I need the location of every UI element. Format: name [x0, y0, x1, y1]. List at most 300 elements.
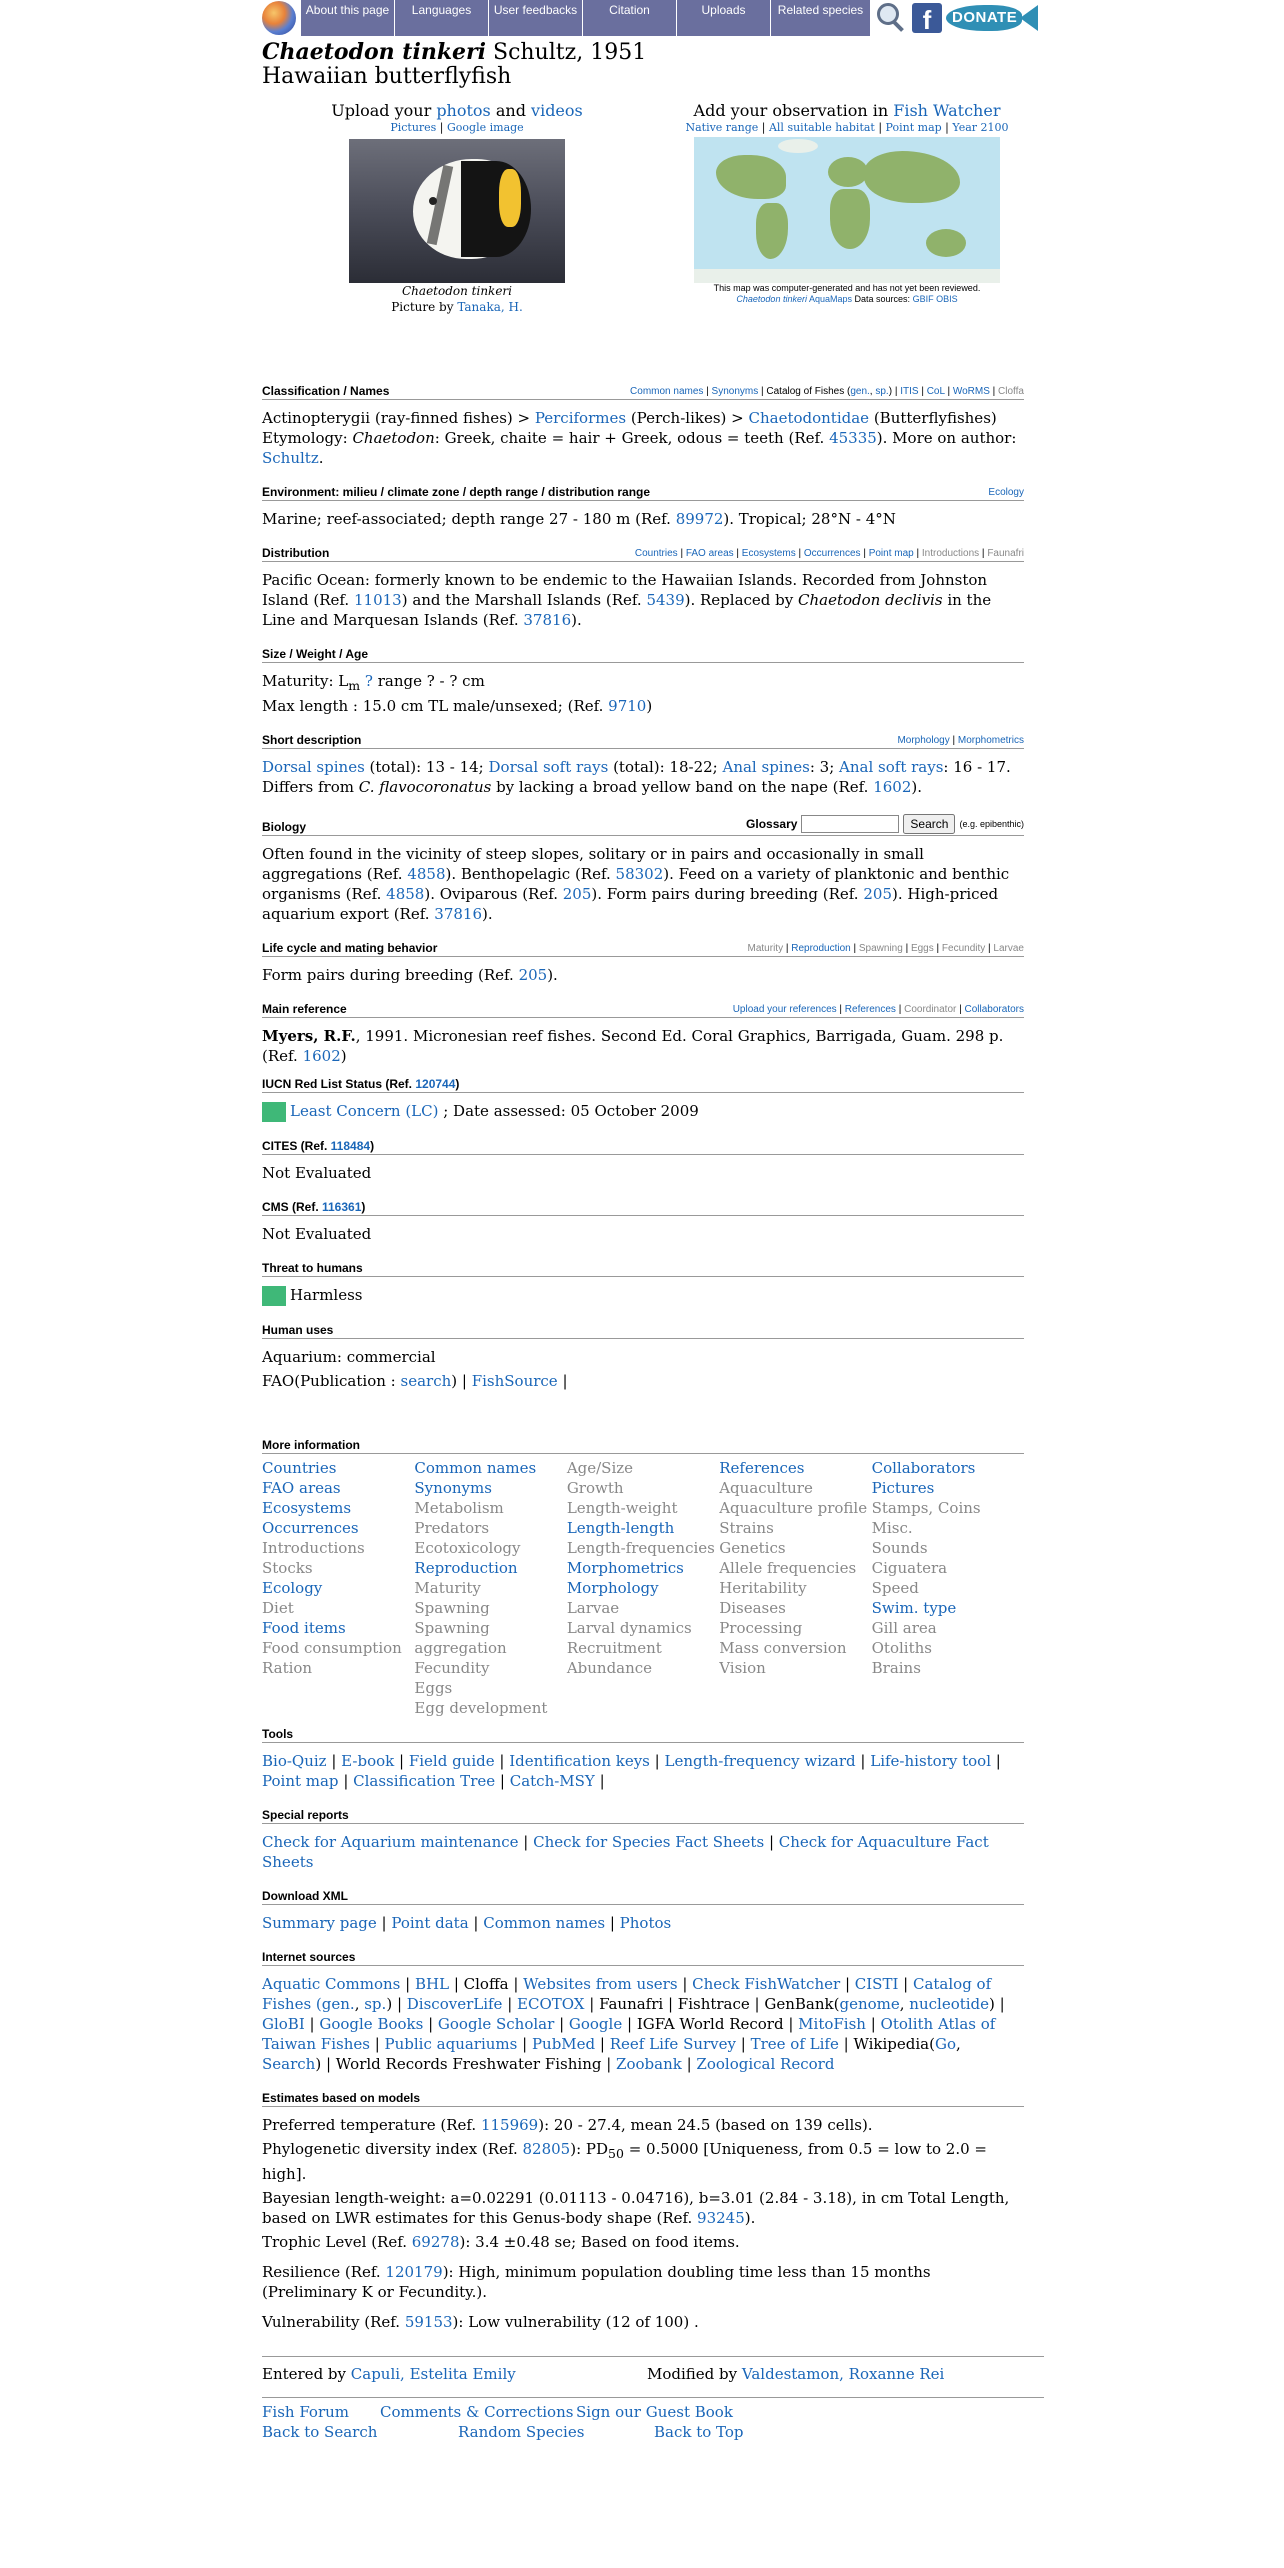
download-xml-section — [262, 1888, 1024, 1933]
upload-prefix: Upload your — [331, 101, 437, 120]
more-info-link-length-length[interactable]: Length-length — [566, 1519, 675, 1537]
lc-spawning-link: Spawning — [858, 943, 903, 954]
more-info-link-otoliths: Otoliths — [871, 1639, 932, 1657]
bio-ref3[interactable]: 4858 — [386, 885, 425, 903]
iucn-title — [262, 1077, 459, 1091]
worms-link[interactable]: WoRMS — [952, 386, 990, 397]
random-species-link[interactable]: Random Species — [458, 2423, 585, 2441]
temp-a: Preferred temperature (Ref. — [262, 2116, 481, 2134]
more-info-link-morphology[interactable]: Morphology — [566, 1579, 659, 1597]
nav-user-feedbacks[interactable]: User feedbacks — [488, 0, 582, 36]
more-info-link-fao-areas[interactable]: FAO areas — [262, 1479, 341, 1497]
more-info-link-ecosystems[interactable]: Ecosystems — [262, 1499, 352, 1517]
more-info-link-reproduction[interactable]: Reproduction — [414, 1559, 518, 1577]
size-title: Size / Weight / Age — [262, 647, 369, 661]
distribution-section: Distribution Countries | FAO areas | Ecosystems | Occurrences | Point map | Introductions | Faunafri Pacific Ocean: formerly known to be endemic to the Hawaiian Islands. Recorded from Johnston Island (Ref. 11013) and the Marshall Islands (Ref. 5439). Replaced by Chaetodon declivis in the Line and Marquesan Islands (Ref. 37816). — [262, 546, 1024, 629]
fish-watcher-link[interactable]: Fish Watcher — [893, 101, 1001, 120]
env-text-b: ). Tropical; 28°N - 4°N — [723, 510, 896, 528]
cites-section — [262, 1138, 1024, 1183]
author-link[interactable]: Schultz — [262, 449, 319, 467]
harmless-icon — [262, 1286, 286, 1306]
xml-common-names[interactable]: Common names — [483, 1914, 606, 1932]
internet-source-igfa-world-record: IGFA World Record — [636, 2015, 784, 2033]
fishsource-link[interactable]: FishSource — [471, 1372, 558, 1390]
download-xml-title: Download XML — [262, 1889, 348, 1903]
back-to-search-link[interactable]: Back to Search — [262, 2423, 378, 2441]
sd-c: : 3; — [809, 758, 840, 776]
bio-g: ). — [482, 905, 493, 923]
cms-title-text: CMS (Ref. — [262, 1200, 322, 1214]
etym-text: : Greek, chaite = hair + Greek, odous = teeth (Ref. — [434, 429, 830, 447]
more-info-link-food-items[interactable]: Food items — [262, 1619, 346, 1637]
ref-text: , 1991. Micronesian reef fishes. Second Ed. Coral Graphics, Barrigada, Guam. 298 p. (Ref. — [262, 1027, 1004, 1065]
blw-a: Bayesian length-weight: a=0.02291 (0.01113 - 0.04716), b=3.01 (2.84 - 3.18), in cm Total Length, based on LWR estimates for this Genus-body shape (Ref. — [262, 2189, 1010, 2227]
pictures-link[interactable]: Pictures — [390, 121, 437, 134]
lc-maturity-link: Maturity — [747, 943, 784, 954]
internet-source-reef-life-survey[interactable]: Reef Life Survey — [609, 2035, 737, 2053]
bio-a: Often found in the vicinity of steep slopes, solitary or in pairs and occasionally in small aggregations (Ref. — [262, 845, 924, 883]
bio-ref1[interactable]: 4858 — [407, 865, 446, 883]
cites-title — [262, 1139, 374, 1153]
threat-title: Threat to humans — [262, 1261, 363, 1275]
more-info-link-larval-dynamics: Larval dynamics — [566, 1619, 692, 1637]
donate-label: DONATE — [952, 9, 1018, 26]
short-description-body — [262, 757, 1024, 797]
bio-f: ). High-priced aquarium export (Ref. — [262, 885, 999, 923]
ref-author: Myers, R.F. — [262, 1027, 356, 1045]
fao-areas-link[interactable]: FAO areas — [685, 548, 734, 559]
res-b: ): High, minimum population doubling time less than 15 months (Preliminary K or Fecundity.). — [262, 2263, 931, 2301]
internet-source-check-fishwatcher[interactable]: Check FishWatcher — [692, 1975, 841, 1993]
upload-references-link[interactable]: Upload your references — [732, 1004, 837, 1015]
etym-label: Etymology: — [262, 429, 353, 447]
nav-about[interactable]: About this page — [300, 0, 394, 36]
more-info-link-diet: Diet — [262, 1599, 294, 1617]
sd-species: C. flavocoronatus — [358, 778, 492, 796]
gbif-obis-link[interactable]: GBIF OBIS — [912, 294, 958, 304]
tool-classification-tree[interactable]: Classification Tree — [353, 1772, 496, 1790]
back-to-top-link[interactable]: Back to Top — [654, 2423, 744, 2441]
more-info-link-synonyms[interactable]: Synonyms — [414, 1479, 492, 1497]
cof-gen-link[interactable]: gen. — [850, 386, 870, 397]
internet-source-genome[interactable]: genome — [839, 1995, 900, 2013]
species-photo[interactable] — [349, 139, 565, 283]
vul-b: ): Low vulnerability (12 of 100) . — [452, 2313, 699, 2331]
photo-caption: Chaetodon tinkeri — [402, 284, 512, 298]
special-reports-section — [262, 1807, 1024, 1872]
short-description-section: Short description Morphology | Morphometrics Dorsal spines (total): 13 - 14; Dorsal soft rays (total): 18-22; Anal spines: 3; Anal soft rays: 16 - 17. Differs from C. flavocoronatus by lacking a broad yellow band on the nape (Ref. 1602). — [262, 733, 1024, 796]
internet-source-google-books[interactable]: Google Books — [319, 2015, 424, 2033]
tools-links: Bio-Quiz | E-book | Field guide | Identification keys | Length-frequency wizard | Life-history tool | Point map | Classification Tree | Catch-MSY | — [262, 1752, 1001, 1790]
internet-source-globi[interactable]: GloBI — [262, 2015, 305, 2033]
vul-a: Vulnerability (Ref. — [262, 2313, 405, 2331]
blw-ref[interactable]: 93245 — [697, 2209, 745, 2227]
dist-ref2[interactable]: 5439 — [646, 591, 685, 609]
internet-source-aquatic-commons[interactable]: Aquatic Commons — [262, 1975, 401, 1993]
synonyms-link[interactable]: Synonyms — [711, 386, 759, 397]
tool-identification-keys[interactable]: Identification keys — [509, 1752, 650, 1770]
photographer-link[interactable]: Tanaka, H. — [457, 300, 523, 314]
lc-a: Form pairs during breeding (Ref. — [262, 966, 519, 984]
internet-source-cisti[interactable]: CISTI — [854, 1975, 899, 1993]
fishbase-logo-icon[interactable] — [262, 1, 296, 35]
upload-and: and — [490, 101, 532, 120]
collaborators-link[interactable]: Collaborators — [964, 1004, 1024, 1015]
lc-larvae-link: Larvae — [993, 943, 1024, 954]
internet-source-ecotox[interactable]: ECOTOX — [517, 1995, 585, 2013]
more-info-link-diseases: Diseases — [719, 1599, 786, 1617]
comments-link[interactable]: Comments & Corrections — [380, 2403, 574, 2421]
max-length-ref[interactable]: 9710 — [608, 697, 647, 715]
more-info-link-predators: Predators — [414, 1519, 490, 1537]
morphology-link[interactable]: Morphology — [897, 735, 950, 746]
more-info-link-common-names[interactable]: Common names — [414, 1459, 537, 1477]
class-text-a: Actinopterygii (ray-finned fishes) > — [262, 409, 535, 427]
sd-a: (total): 13 - 14; — [364, 758, 489, 776]
cof-sp-link[interactable]: sp. — [875, 386, 889, 397]
internet-source-nucleotide[interactable]: nucleotide — [909, 1995, 990, 2013]
internet-source-fishtrace: Fishtrace — [677, 1995, 750, 2013]
more-info-link-abundance: Abundance — [566, 1659, 653, 1677]
dist-ref1[interactable]: 11013 — [353, 591, 402, 609]
tool-field-guide[interactable]: Field guide — [408, 1752, 495, 1770]
cites-title-end: ) — [370, 1139, 375, 1153]
max-length-text: Max length : 15.0 cm TL male/unsexed; (Ref. — [262, 697, 609, 715]
more-info-link-mass-conversion: Mass conversion — [719, 1639, 847, 1657]
special-reports-title: Special reports — [262, 1808, 349, 1822]
cms-section — [262, 1199, 1024, 1244]
glossary-input[interactable] — [801, 815, 899, 833]
maturity-sub: m — [348, 678, 361, 693]
blw-b: ). — [744, 2209, 756, 2227]
biology-body — [262, 844, 1024, 924]
internet-source-genbank: GenBank( — [764, 1995, 840, 2013]
tool-catch-msy[interactable]: Catch-MSY — [509, 1772, 595, 1790]
references-link[interactable]: References — [844, 1004, 896, 1015]
classification-body — [262, 408, 1024, 468]
internet-source-zoological-record[interactable]: Zoological Record — [696, 2055, 835, 2073]
main-ref-link[interactable]: 1602 — [302, 1047, 341, 1065]
tools-section — [262, 1726, 1024, 1791]
lc-b: ). — [547, 966, 558, 984]
morphometrics-link[interactable]: Morphometrics — [957, 735, 1024, 746]
internet-source-zoobank[interactable]: Zoobank — [616, 2055, 682, 2073]
internet-source-mitofish[interactable]: MitoFish — [798, 2015, 866, 2033]
sd-e: by lacking a broad yellow band on the nape (Ref. — [491, 778, 874, 796]
temp-ref[interactable]: 115969 — [480, 2116, 539, 2134]
tl-ref[interactable]: 69278 — [411, 2233, 460, 2251]
estimates-section — [262, 2090, 1024, 2332]
bio-ref5[interactable]: 205 — [863, 885, 892, 903]
iucn-body — [262, 1101, 1024, 1122]
temp-b: ): 20 - 27.4, mean 24.5 (based on 139 cells). — [538, 2116, 873, 2134]
bio-ref4[interactable]: 205 — [562, 885, 592, 903]
more-info-link-ecology[interactable]: Ecology — [262, 1579, 323, 1597]
countries-link[interactable]: Countries — [634, 548, 678, 559]
tool-point-map[interactable]: Point map — [262, 1772, 339, 1790]
pd-ref[interactable]: 82805 — [522, 2140, 571, 2158]
maturity-range: range ? - ? cm — [372, 672, 485, 690]
ecosystems-link[interactable]: Ecosystems — [741, 548, 796, 559]
nav-related-species[interactable]: Related species — [770, 0, 870, 36]
distribution-body — [262, 570, 1024, 630]
more-info-link-occurrences[interactable]: Occurrences — [262, 1519, 359, 1537]
cms-title-end: ) — [361, 1200, 366, 1214]
xml-summary-page[interactable]: Summary page — [262, 1914, 377, 1932]
donate-button[interactable] — [946, 3, 1038, 33]
glossary-search-button[interactable]: Search — [903, 814, 955, 834]
internet-source-sep: ) — [989, 1995, 995, 2013]
internet-source-tree-of-life[interactable]: Tree of Life — [750, 2035, 839, 2053]
cms-title — [262, 1200, 365, 1214]
more-info-link-ecotoxicology: Ecotoxicology — [414, 1539, 521, 1557]
col-link[interactable]: CoL — [926, 386, 945, 397]
tool-e-book[interactable]: E-book — [341, 1752, 395, 1770]
dist-ref3[interactable]: 37816 — [523, 611, 572, 629]
data-sources-label: Data sources: — [854, 294, 911, 304]
internet-source-public-aquariums[interactable]: Public aquariums — [384, 2035, 518, 2053]
bio-d: ). Oviparous (Ref. — [424, 885, 563, 903]
cms-status: Not Evaluated — [262, 1225, 372, 1243]
species-title — [262, 40, 1044, 89]
more-info-link-vision: Vision — [719, 1659, 766, 1677]
xml-point-data[interactable]: Point data — [391, 1914, 469, 1932]
chaetodontidae-link[interactable]: Chaetodontidae — [748, 409, 870, 427]
species-common-name: Hawaiian butterflyfish — [262, 64, 512, 89]
bottom-links — [262, 2397, 1044, 2442]
internet-source-go[interactable]: Go — [934, 2035, 956, 2053]
search-icon[interactable] — [874, 0, 908, 34]
more-info-title: More information — [262, 1438, 360, 1452]
distribution-map[interactable] — [694, 137, 1000, 283]
internet-sources-title: Internet sources — [262, 1950, 356, 1964]
env-ref-link[interactable]: 89972 — [675, 510, 724, 528]
occurrences-link[interactable]: Occurrences — [803, 548, 861, 559]
ecology-link[interactable]: Ecology — [988, 487, 1024, 498]
internet-source-sep: , — [354, 1995, 365, 2013]
aquamaps-link[interactable]: AquaMaps — [808, 294, 852, 304]
classification-title: Classification / Names — [262, 384, 390, 398]
internet-source-google[interactable]: Google — [568, 2015, 623, 2033]
more-info-link-aquaculture: Aquaculture — [719, 1479, 813, 1497]
internet-sources-links: Aquatic Commons | BHL | Cloffa | Websites from users | Check FishWatcher | CISTI | Catalog of Fishes (gen., sp.) | DiscoverLife | ECOTOX | Faunafri | Fishtrace | GenBank(genome, nucleotide) | GloBI | Google Books | Google Scholar | Google | IGFA World Record | MitoFish | Otolith Atlas of Taiwan Fishes | Public aquariums | PubMed | Reef Life Survey | Tree of Life | Wikipedia(Go, Search) | World Records Freshwater Fishing | Zoobank | Zoological Record — [262, 1975, 1005, 2073]
anal-spines-link[interactable]: Anal spines — [722, 758, 810, 776]
lc-eggs-link: Eggs — [910, 943, 934, 954]
upload-heading — [262, 101, 652, 121]
tool-bio-quiz[interactable]: Bio-Quiz — [262, 1752, 327, 1770]
biology-title: Biology — [262, 820, 306, 834]
etym-end: . — [318, 449, 324, 467]
class-text-c: (Butterflyfishes) — [869, 409, 997, 427]
vul-ref[interactable]: 59153 — [404, 2313, 453, 2331]
more-info-link-countries[interactable]: Countries — [262, 1459, 337, 1477]
maturity-help-link[interactable]: ? — [364, 672, 373, 690]
more-info-column — [567, 1458, 719, 1718]
suitable-habitat-link[interactable]: All suitable habitat — [768, 121, 875, 134]
native-range-link[interactable]: Native range — [685, 121, 759, 134]
nav-languages[interactable]: Languages — [394, 0, 488, 36]
nav-citation[interactable]: Citation — [582, 0, 676, 36]
fao-search-link[interactable]: search — [400, 1372, 452, 1390]
special-reports-links: Check for Aquarium maintenance | Check for Species Fact Sheets | Check for Aquaculture Fact Sheets — [262, 1833, 989, 1871]
internet-source-otolith-atlas-of-taiwan-fishes[interactable]: Otolith Atlas of Taiwan Fishes — [262, 2015, 996, 2053]
internet-source-gen[interactable]: gen. — [321, 1995, 355, 2013]
dist-d: in the Line and Marquesan Islands (Ref. — [262, 591, 992, 629]
internet-source-websites-from-users[interactable]: Websites from users — [523, 1975, 678, 1993]
internet-source-pubmed[interactable]: PubMed — [531, 2035, 596, 2053]
facebook-icon[interactable]: f — [912, 3, 942, 33]
dorsal-soft-rays-link[interactable]: Dorsal soft rays — [488, 758, 609, 776]
internet-source-sp[interactable]: sp. — [364, 1995, 387, 2013]
more-info-column — [719, 1458, 871, 1718]
modified-label: Modified by — [647, 2365, 742, 2383]
size-body — [262, 671, 1024, 716]
observation-heading — [652, 101, 1042, 121]
etym-ref-link[interactable]: 45335 — [829, 429, 877, 447]
perciformes-link[interactable]: Perciformes — [534, 409, 627, 427]
guestbook-link[interactable]: Sign our Guest Book — [576, 2403, 733, 2421]
human-uses-title: Human uses — [262, 1323, 334, 1337]
environment-section — [262, 484, 1024, 529]
biology-section — [262, 813, 1024, 924]
more-info-link-food-consumption: Food consumption — [262, 1639, 402, 1657]
point-map-link[interactable]: Point map — [885, 121, 942, 134]
more-info-link-brains: Brains — [871, 1659, 921, 1677]
dist-species: Chaetodon declivis — [798, 591, 943, 609]
tool-life-history-tool[interactable]: Life-history tool — [870, 1752, 992, 1770]
pd-sub: 50 — [608, 2146, 624, 2161]
maturity-label: Maturity: L — [262, 672, 349, 690]
species-author: Schultz, 1951 — [493, 40, 647, 65]
cloffa-link: Cloffa — [998, 386, 1024, 397]
tools-title: Tools — [262, 1727, 294, 1741]
videos-link[interactable]: videos — [531, 101, 583, 120]
photos-link[interactable]: photos — [436, 101, 491, 120]
main-reference-title: Main reference — [262, 1002, 347, 1016]
dist-point-map-link[interactable]: Point map — [868, 548, 914, 559]
fao-sep: ) | — [451, 1372, 472, 1390]
report-check-for-aquaculture-fact-sheets[interactable]: Check for Aquaculture Fact Sheets — [262, 1833, 989, 1871]
map-note: This map was computer-generated and has not yet been reviewed. — [713, 283, 981, 293]
coordinator-link: Coordinator — [904, 1004, 957, 1015]
xml-photos[interactable]: Photos — [619, 1914, 672, 1932]
more-info-link-strains: Strains — [719, 1519, 774, 1537]
more-info-link-spawning: Spawning — [414, 1619, 490, 1637]
more-info-link-fecundity: Fecundity — [414, 1659, 490, 1677]
cms-ref-link[interactable]: 116361 — [322, 1200, 362, 1214]
itis-link[interactable]: ITIS — [900, 386, 919, 397]
threat-text: Harmless — [290, 1286, 363, 1304]
more-info-link-aggregation: aggregation — [414, 1639, 507, 1657]
more-info-column — [414, 1458, 566, 1718]
dorsal-spines-link[interactable]: Dorsal spines — [262, 758, 365, 776]
more-info-link-morphometrics[interactable]: Morphometrics — [566, 1559, 684, 1577]
env-text-a: Marine; reef-associated; depth range 27 - 180 m (Ref. — [262, 510, 676, 528]
tool-length-frequency-wizard[interactable]: Length-frequency wizard — [664, 1752, 856, 1770]
sd-f: ). — [911, 778, 923, 796]
iucn-ref-link[interactable]: 120744 — [415, 1077, 456, 1091]
internet-source-catalog-of-fishes[interactable]: Catalog of Fishes ( — [262, 1975, 992, 2013]
more-info-link-aquaculture-profile: Aquaculture profile — [719, 1499, 868, 1517]
report-check-for-species-fact-sheets[interactable]: Check for Species Fact Sheets — [533, 1833, 765, 1851]
main-reference-section: Main reference Upload your references | References | Coordinator | Collaborators Myers, R.F., 1991. Micronesian reef fishes. Second Ed. Coral Graphics, Barrigada, Guam. 298 p. (Ref. 1602) — [262, 1002, 1024, 1065]
more-info-link-ration: Ration — [262, 1659, 313, 1677]
size-section — [262, 646, 1024, 716]
lc-ref[interactable]: 205 — [518, 966, 548, 984]
google-image-link[interactable]: Google image — [447, 121, 524, 134]
modified-by-link[interactable]: Valdestamon, Roxanne Rei — [741, 2365, 945, 2383]
more-info-link-stamps-coins-misc: Stamps, Coins Misc. — [871, 1499, 981, 1537]
lc-reproduction-link[interactable]: Reproduction — [791, 943, 851, 954]
res-ref[interactable]: 120179 — [385, 2263, 443, 2281]
cites-ref-link[interactable]: 118484 — [330, 1139, 371, 1153]
more-info-link-introductions: Introductions — [262, 1539, 365, 1557]
catalog-fishes-label: Catalog of Fishes ( — [766, 386, 851, 397]
more-info-link-swim-type[interactable]: Swim. type — [871, 1599, 957, 1617]
internet-source-google-scholar[interactable]: Google Scholar — [437, 2015, 555, 2033]
observation-prefix: Add your observation in — [693, 101, 894, 120]
anal-soft-rays-link[interactable]: Anal soft rays — [839, 758, 944, 776]
more-info-link-sounds: Sounds — [871, 1539, 928, 1557]
cites-title-text: CITES (Ref. — [262, 1139, 331, 1153]
aquarium-use: Aquarium: commercial — [262, 1348, 436, 1366]
introductions-link: Introductions — [921, 548, 980, 559]
common-names-link[interactable]: Common names — [630, 386, 704, 397]
etym-genus: Chaetodon — [352, 429, 435, 447]
more-info-link-pictures[interactable]: Pictures — [871, 1479, 935, 1497]
max-length-end: ) — [646, 697, 653, 715]
ref-end: ) — [340, 1047, 347, 1065]
entered-label: Entered by — [262, 2365, 351, 2383]
more-info-link-allele-frequencies: Allele frequencies — [719, 1559, 857, 1577]
fao-end: | — [557, 1372, 568, 1390]
species-page — [262, 0, 1044, 2442]
classification-links: Common names | Synonyms | Catalog of Fishes (gen., sp.) | ITIS | CoL | WoRMS | Cloffa — [630, 386, 1024, 397]
internet-source-search[interactable]: Search — [262, 2055, 316, 2073]
internet-source-discoverlife[interactable]: DiscoverLife — [406, 1995, 503, 2013]
bio-ref6[interactable]: 37816 — [434, 905, 482, 923]
more-info-link-speed: Speed — [871, 1579, 919, 1597]
sd-d: : 16 - 17. Differs from — [262, 758, 1011, 796]
iucn-status-link[interactable]: Least Concern (LC) — [290, 1102, 439, 1120]
dist-a: Pacific Ocean: formerly known to be endemic to the Hawaiian Islands. Recorded from Johnston Island (Ref. — [262, 571, 988, 609]
bio-ref2[interactable]: 58302 — [615, 865, 664, 883]
more-info-link-collaborators[interactable]: Collaborators — [871, 1459, 976, 1477]
short-description-title: Short description — [262, 733, 362, 747]
media-row — [262, 89, 1044, 375]
nav-uploads[interactable]: Uploads — [676, 0, 770, 36]
classification-section — [262, 383, 1024, 468]
report-check-for-aquarium-maintenance[interactable]: Check for Aquarium maintenance — [262, 1833, 519, 1851]
more-info-link-references[interactable]: References — [719, 1459, 805, 1477]
more-info-link-processing: Processing — [719, 1619, 803, 1637]
pd-b: ): PD — [570, 2140, 609, 2158]
more-info-link-spawning: Spawning — [414, 1599, 490, 1617]
more-info-link-ciguatera: Ciguatera — [871, 1559, 948, 1577]
entered-by-link[interactable]: Capuli, Estelita Emily — [350, 2365, 516, 2383]
fish-forum-link[interactable]: Fish Forum — [262, 2403, 350, 2421]
glossary-search — [746, 814, 1024, 834]
more-info-section — [262, 1437, 1024, 1718]
internet-source-bhl[interactable]: BHL — [414, 1975, 450, 1993]
more-info-link-length-weight: Length-weight — [566, 1499, 678, 1517]
year-2100-link[interactable]: Year 2100 — [952, 121, 1009, 134]
sd-ref[interactable]: 1602 — [873, 778, 912, 796]
map-species-link[interactable]: Chaetodon tinkeri — [736, 294, 807, 304]
internet-source-wikipedia: Wikipedia( — [853, 2035, 935, 2053]
faunafri-link: Faunafri — [987, 548, 1024, 559]
more-info-link-eggs: Eggs — [414, 1679, 453, 1697]
